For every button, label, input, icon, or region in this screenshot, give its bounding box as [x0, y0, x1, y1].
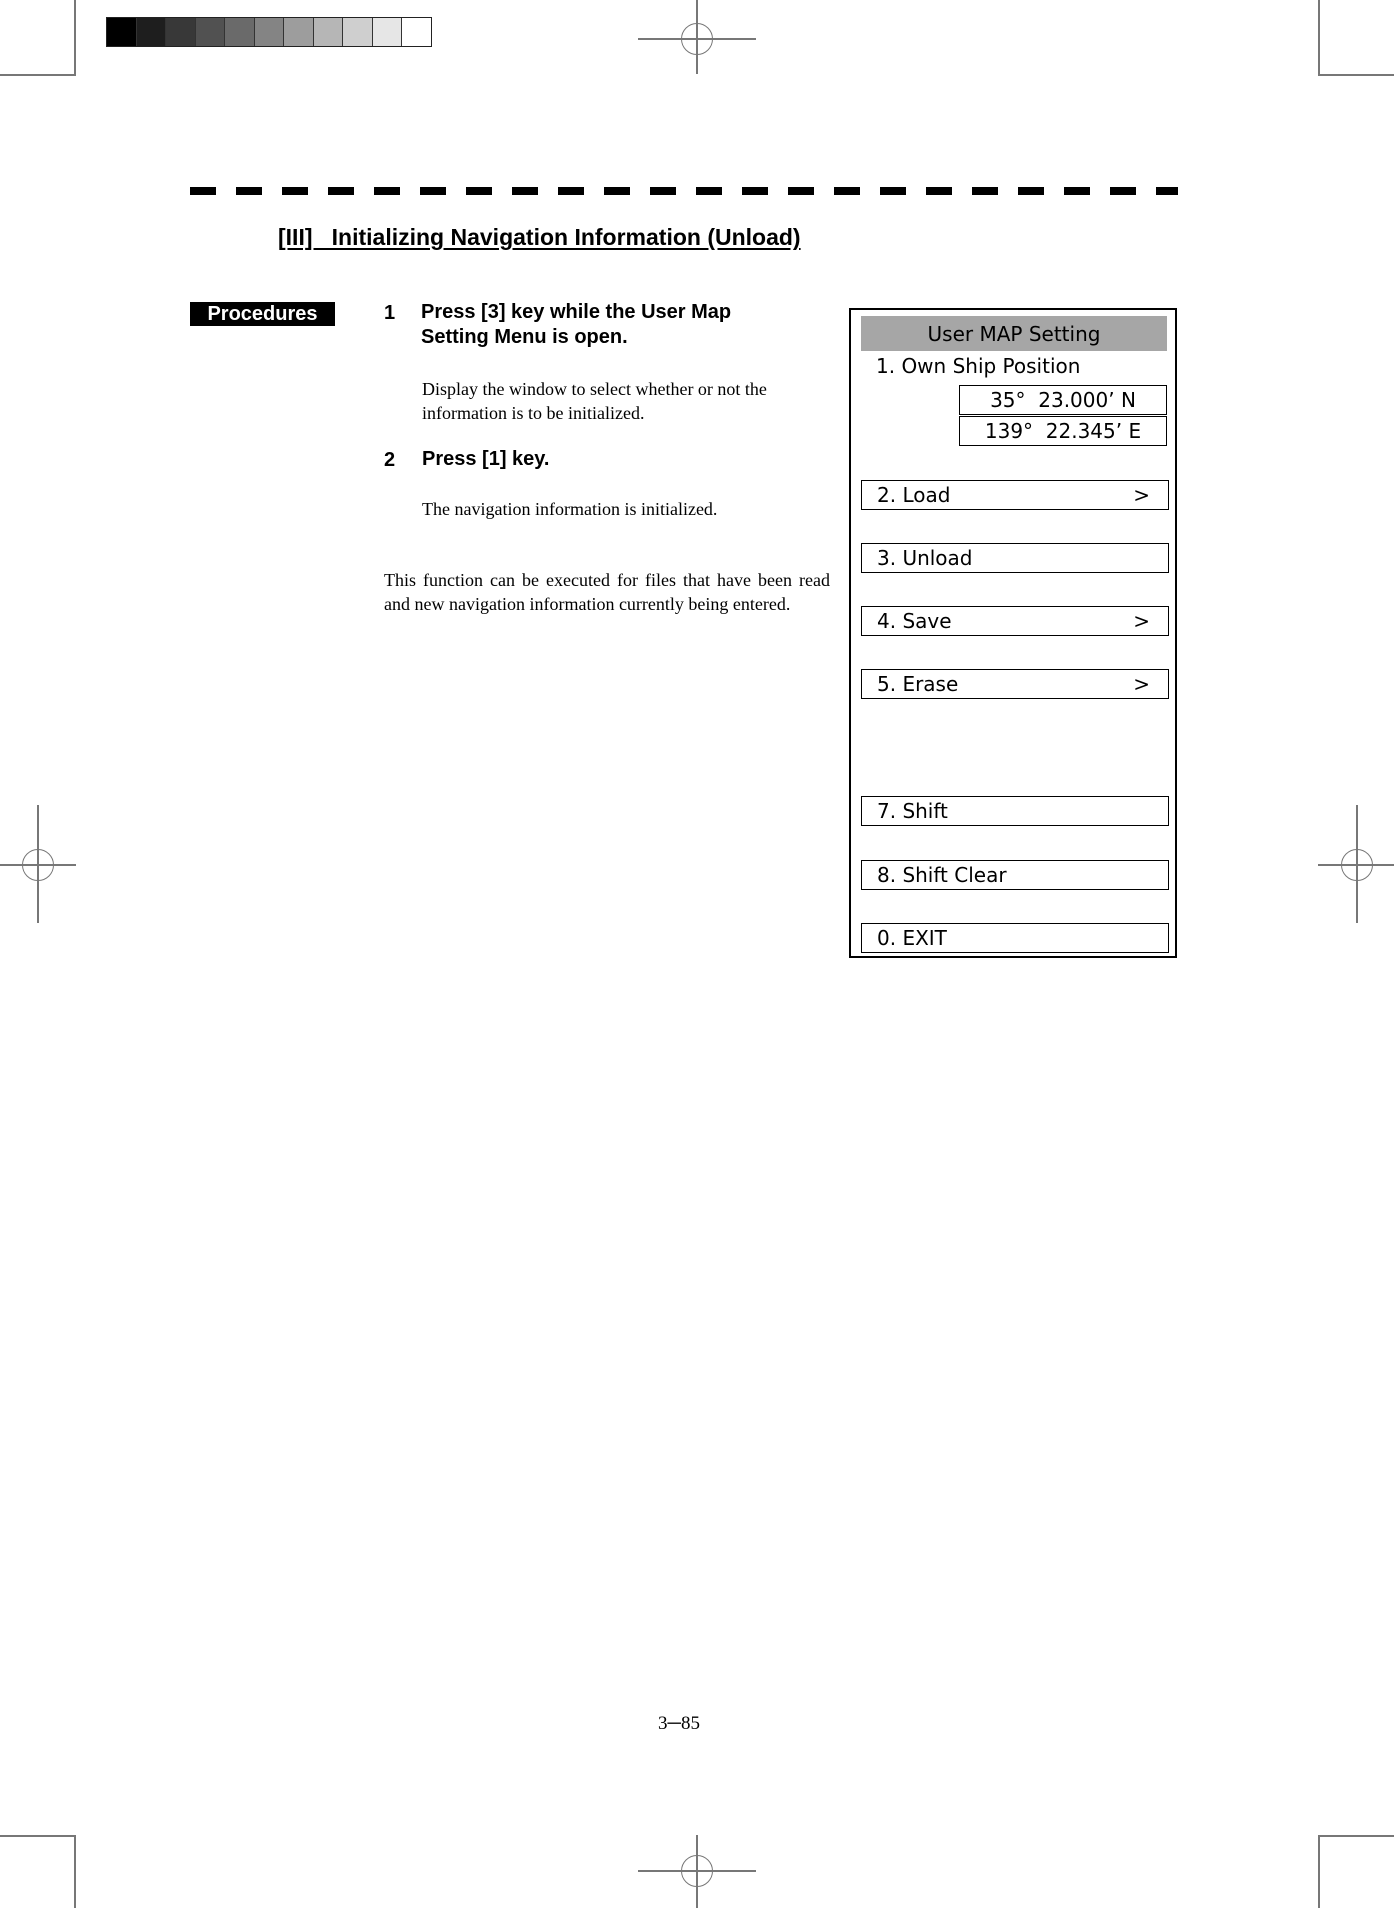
grayscale-swatch [343, 18, 373, 46]
menu-item-label: 4. Save [877, 609, 952, 633]
step-1-desc-line2: information is to be initialized. [422, 403, 645, 423]
step-1-desc-line1: Display the window to select whether or not the [422, 379, 767, 399]
user-map-setting-menu [849, 308, 1177, 958]
grayscale-swatch [137, 18, 167, 46]
longitude-field: 139° 22.345’ E [959, 416, 1167, 446]
grayscale-swatch [107, 18, 137, 46]
menu-item-label: 5. Erase [877, 672, 959, 696]
menu-item-save[interactable] [861, 606, 1169, 636]
step-1-title-line1: Press [3] key while the User Map [421, 301, 732, 323]
menu-title: User MAP Setting [861, 316, 1167, 351]
latitude-field: 35° 23.000’ N [959, 385, 1167, 415]
procedures-label: Procedures [190, 302, 335, 326]
note-paragraph: This function can be executed for files that have been read and new navigation information currently being entered. [384, 570, 830, 614]
step-1-title [421, 300, 731, 350]
step-1-description [422, 377, 767, 425]
menu-item-shift-clear[interactable] [861, 860, 1169, 890]
grayscale-swatch [284, 18, 314, 46]
step-2-number: 2 [384, 449, 396, 471]
step-2-title: Press [1] key. [422, 448, 550, 470]
menu-item-load[interactable] [861, 480, 1169, 510]
own-ship-position-label[interactable]: 1. Own Ship Position [876, 354, 1081, 378]
menu-item-shift[interactable] [861, 796, 1169, 826]
menu-item-exit[interactable] [861, 923, 1169, 953]
menu-item-label: 0. EXIT [877, 926, 947, 950]
menu-item-label: 3. Unload [877, 546, 973, 570]
grayscale-swatch [314, 18, 344, 46]
dashed-separator [190, 187, 1178, 195]
menu-item-unload[interactable] [861, 543, 1169, 573]
grayscale-swatch [373, 18, 403, 46]
chevron-right-icon: > [1133, 483, 1150, 507]
step-1-number: 1 [384, 302, 396, 324]
menu-item-label: 7. Shift [877, 799, 948, 823]
menu-item-label: 2. Load [877, 483, 951, 507]
grayscale-swatch [225, 18, 255, 46]
step-2-description: The navigation information is initialized. [422, 499, 718, 519]
step-1-title-line2: Setting Menu is open. [421, 326, 628, 348]
grayscale-swatch [196, 18, 226, 46]
grayscale-swatch [402, 18, 431, 46]
chevron-right-icon: > [1133, 609, 1150, 633]
section-heading: [III] Initializing Navigation Information (Unload) [278, 224, 801, 250]
menu-item-label: 8. Shift Clear [877, 863, 1007, 887]
grayscale-swatch [255, 18, 285, 46]
menu-item-erase[interactable] [861, 669, 1169, 699]
chevron-right-icon: > [1133, 672, 1150, 696]
page-number: 3─85 [658, 1713, 700, 1734]
grayscale-calibration-bar [106, 17, 432, 47]
grayscale-swatch [166, 18, 196, 46]
